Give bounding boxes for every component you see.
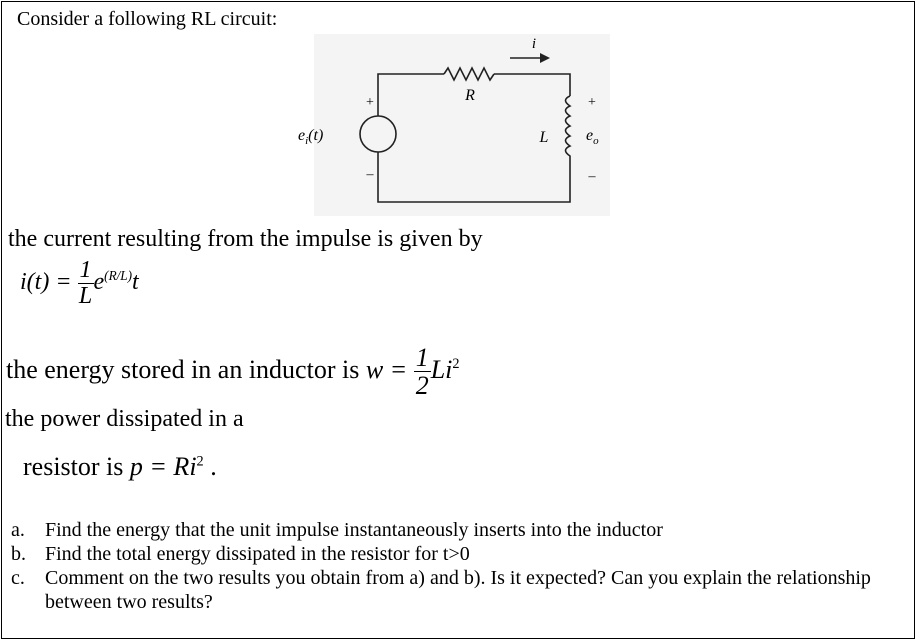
power-line	[23, 452, 217, 482]
energy-eq-den: 2	[415, 371, 429, 401]
question-label: a.	[11, 519, 25, 541]
energy-eq-rhs: Li	[430, 354, 453, 384]
intro-text: Consider a following RL circuit:	[17, 8, 278, 30]
question-label: b.	[11, 543, 26, 565]
output-plus: +	[588, 95, 596, 110]
current-arrow-icon	[510, 53, 550, 63]
source-plus: +	[366, 95, 374, 110]
power-statement-line2: resistor is	[23, 452, 124, 481]
current-label: i	[531, 36, 537, 52]
question-c	[8, 566, 914, 614]
inductor-symbol	[566, 96, 571, 166]
current-statement: the current resulting from the impulse is given by	[8, 226, 483, 252]
current-eq-tail: t	[132, 269, 139, 296]
question-text: Comment on the two results you obtain from a) and b). Is it expected? Can you explain the relationship between two results?	[45, 567, 871, 613]
energy-eq-lhs: w =	[365, 354, 408, 384]
resistor-symbol	[444, 68, 494, 80]
energy-eq-power: 2	[452, 356, 460, 373]
question-text: Find the total energy dissipated in the resistor for t>0	[45, 543, 470, 565]
inductor-label: L	[539, 129, 549, 146]
source-minus: –	[366, 167, 374, 182]
current-eq-fraction	[78, 258, 94, 309]
question-list	[8, 518, 914, 614]
source-label: $e_i(t)$	[298, 127, 324, 147]
question-a	[8, 518, 914, 542]
energy-eq-num: 1	[415, 343, 429, 372]
current-eq-base: e	[93, 269, 105, 296]
resistor-label: R	[465, 87, 475, 104]
question-text: Find the energy that the unit impulse instantaneously inserts into the inductor	[45, 519, 663, 541]
current-eq-exponent: (R/L)	[104, 268, 133, 284]
rl-circuit-diagram	[298, 34, 610, 216]
energy-line	[6, 344, 460, 400]
power-eq-power: 2	[196, 453, 204, 470]
power-eq-end: .	[210, 452, 217, 481]
current-eq-lhs: i(t) =	[20, 269, 72, 296]
output-label: $e_o$	[586, 127, 599, 147]
power-statement-line1: the power dissipated in a	[5, 406, 244, 432]
power-eq-lhs: p = Ri	[129, 452, 197, 481]
output-minus: –	[588, 169, 596, 184]
energy-statement: the energy stored in an inductor is	[6, 354, 360, 384]
current-equation	[20, 258, 139, 309]
voltage-source-symbol	[360, 116, 396, 152]
question-b	[8, 542, 914, 566]
current-eq-den: L	[78, 283, 93, 310]
question-label: c.	[11, 567, 25, 589]
energy-eq-fraction	[414, 344, 431, 400]
current-eq-num: 1	[79, 257, 92, 283]
